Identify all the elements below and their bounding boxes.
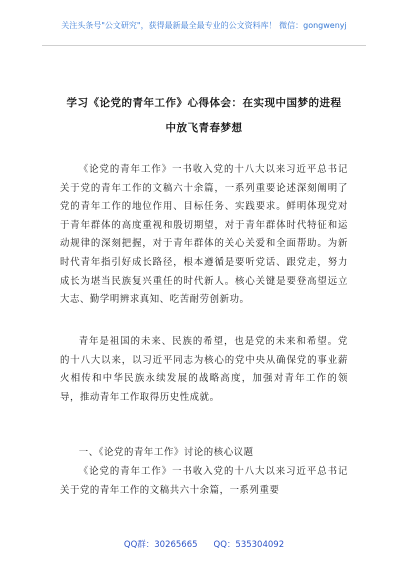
paragraph-text: 《论党的青年工作》一书收入党的十八大以来习近平总书记关于党的青年工作的文稿六十余篇，一系列重要论述深刻阐明了党的青年工作的地位作用、目标任务、实践要求。鲜明体现党对于青年群体的高度重视和殷切期望，对于青年群体时代特征和运动规律的深刻把握，对于青年群体的关心关爱和全面帮助。为新时代青年指引好成长路径，根本遵循是要听党话、跟党走，努力成长为堪当民族复兴重任的时代新人。核心关键是要登高望远立大志、勤学明辨求真知、吃苦耐劳创新功。 (60, 164, 348, 306)
body-paragraph (60, 333, 348, 407)
footer-contact (0, 538, 408, 550)
header-divider (42, 45, 366, 46)
document-title-line-2: 中放飞青春梦想 (165, 122, 243, 134)
body-paragraph (60, 161, 348, 310)
document-title-line-1: 学习《论党的青年工作》心得体会：在实现中国梦的进程 (66, 97, 342, 109)
qq-text: QQ：535304092 (213, 540, 285, 550)
header-banner: 关注头条号"公文研究"，获得最新最全最专业的公文资料库！ 微信：gongwenyj (61, 21, 347, 30)
paragraph-text: 青年是祖国的未来、民族的希望，也是党的未来和希望。党的十八大以来，以习近平同志为核心的党中央从确保党的事业薪火相传和中华民族永续发展的战略高度，加强对青年工作的领导，推动青年工作取得历史性成就。 (60, 336, 348, 403)
body-paragraph (60, 463, 348, 500)
section-heading (60, 444, 348, 463)
section-heading-text: 一、《论党的青年工作》讨论的核心议题 (78, 447, 254, 458)
qq-group-text: QQ群：30265665 (123, 540, 198, 550)
paragraph-text: 《论党的青年工作》一书收入党的十八大以来习近平总书记关于党的青年工作的文稿共六十余篇，一系列重要 (60, 466, 348, 496)
